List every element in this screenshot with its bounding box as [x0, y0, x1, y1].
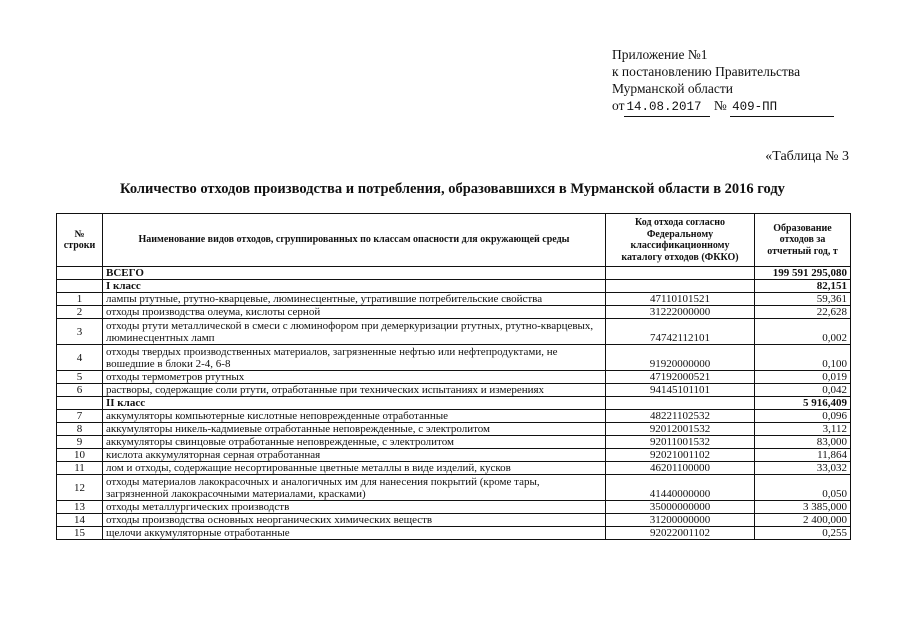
row-number: 4 [57, 345, 103, 371]
header-code: Код отхода согласно Федеральному классификационному каталогу отходов (ФККО) [606, 214, 755, 267]
row-number: 5 [57, 371, 103, 384]
waste-amount: 0,050 [755, 475, 851, 501]
waste-table [56, 213, 851, 540]
waste-name: II класс [103, 397, 606, 410]
page-title: Количество отходов производства и потребления, образовавшихся в Мурманской области в 2016 году [120, 181, 785, 197]
waste-code: 92021001102 [606, 449, 755, 462]
waste-amount: 33,032 [755, 462, 851, 475]
waste-amount: 22,628 [755, 306, 851, 319]
table-row [57, 384, 851, 397]
row-number: 7 [57, 410, 103, 423]
appendix-header [612, 46, 834, 117]
number-label: № [713, 98, 727, 113]
waste-name: отходы твердых производственных материалов, загрязненные нефтью или нефтепродуктами, не вошедшие в блоки 2-4, 6-8 [103, 345, 606, 371]
waste-code [606, 397, 755, 410]
row-number: 3 [57, 319, 103, 345]
resolution-date: 14.08.2017 [624, 99, 710, 117]
waste-code: 46201100000 [606, 462, 755, 475]
row-number: 9 [57, 436, 103, 449]
row-number [57, 280, 103, 293]
waste-name: лампы ртутные, ртутно-кварцевые, люминесцентные, утратившие потребительские свойства [103, 293, 606, 306]
table-header-row [57, 214, 851, 267]
table-row [57, 371, 851, 384]
table-row [57, 449, 851, 462]
waste-code: 94145101101 [606, 384, 755, 397]
waste-code: 91920000000 [606, 345, 755, 371]
waste-code: 31222000000 [606, 306, 755, 319]
table-row [57, 410, 851, 423]
waste-name: аккумуляторы свинцовые отработанные неповрежденные, с электролитом [103, 436, 606, 449]
waste-name: I класс [103, 280, 606, 293]
waste-code: 74742112101 [606, 319, 755, 345]
waste-name: отходы термометров ртутных [103, 371, 606, 384]
waste-code [606, 280, 755, 293]
waste-amount: 0,019 [755, 371, 851, 384]
waste-name: растворы, содержащие соли ртути, отработанные при технических испытаниях и измерениях [103, 384, 606, 397]
header-no: № строки [57, 214, 103, 267]
table-group-row [57, 280, 851, 293]
waste-name: отходы материалов лакокрасочных и аналогичных им для нанесения покрытий (кроме тары, загрязненной лакокрасочными материалами, красками) [103, 475, 606, 501]
waste-name: кислота аккумуляторная серная отработанная [103, 449, 606, 462]
waste-name: отходы производства олеума, кислоты серной [103, 306, 606, 319]
waste-amount: 0,042 [755, 384, 851, 397]
waste-amount: 83,000 [755, 436, 851, 449]
waste-code: 92011001532 [606, 436, 755, 449]
table-body [57, 267, 851, 540]
waste-name: аккумуляторы компьютерные кислотные неповрежденные отработанные [103, 410, 606, 423]
waste-amount: 0,002 [755, 319, 851, 345]
waste-amount: 199 591 295,080 [755, 267, 851, 280]
table-row [57, 462, 851, 475]
appendix-line-2: к постановлению Правительства [612, 64, 801, 79]
waste-code: 92012001532 [606, 423, 755, 436]
row-number: 13 [57, 501, 103, 514]
row-number [57, 397, 103, 410]
row-number: 2 [57, 306, 103, 319]
waste-amount: 3,112 [755, 423, 851, 436]
waste-amount: 59,361 [755, 293, 851, 306]
table-row [57, 306, 851, 319]
waste-name: отходы металлургических производств [103, 501, 606, 514]
waste-code: 35000000000 [606, 501, 755, 514]
waste-amount: 5 916,409 [755, 397, 851, 410]
waste-name: щелочи аккумуляторные отработанные [103, 527, 606, 540]
waste-code: 47192000521 [606, 371, 755, 384]
table-row [57, 514, 851, 527]
waste-amount: 0,096 [755, 410, 851, 423]
waste-code: 41440000000 [606, 475, 755, 501]
row-number: 11 [57, 462, 103, 475]
table-row [57, 345, 851, 371]
table-row [57, 475, 851, 501]
table-group-row [57, 267, 851, 280]
table-group-row [57, 397, 851, 410]
row-number [57, 267, 103, 280]
row-number: 10 [57, 449, 103, 462]
appendix-line-3: Мурманской области [612, 81, 733, 96]
appendix-line-4 [612, 97, 834, 117]
from-label: от [612, 98, 625, 113]
waste-amount: 2 400,000 [755, 514, 851, 527]
waste-amount: 11,864 [755, 449, 851, 462]
waste-amount: 0,100 [755, 345, 851, 371]
table-row [57, 436, 851, 449]
waste-name: отходы производства основных неорганических химических веществ [103, 514, 606, 527]
header-amount: Образование отходов за отчетный год, т [755, 214, 851, 267]
row-number: 6 [57, 384, 103, 397]
appendix-line-1: Приложение №1 [612, 47, 708, 62]
table-reference: «Таблица № 3 [765, 149, 849, 164]
table-row [57, 319, 851, 345]
waste-code [606, 267, 755, 280]
waste-name: аккумуляторы никель-кадмиевые отработанные неповрежденные, с электролитом [103, 423, 606, 436]
waste-amount: 3 385,000 [755, 501, 851, 514]
waste-code: 47110101521 [606, 293, 755, 306]
waste-code: 48221102532 [606, 410, 755, 423]
row-number: 1 [57, 293, 103, 306]
table-row [57, 423, 851, 436]
row-number: 14 [57, 514, 103, 527]
row-number: 12 [57, 475, 103, 501]
waste-code: 31200000000 [606, 514, 755, 527]
table-row [57, 501, 851, 514]
row-number: 15 [57, 527, 103, 540]
waste-name: отходы ртути металлической в смеси с люминофором при демеркуризации ртутных, ртутно-кварцевых, люминесцентных ламп [103, 319, 606, 345]
waste-name: ВСЕГО [103, 267, 606, 280]
row-number: 8 [57, 423, 103, 436]
header-name: Наименование видов отходов, сгруппированных по классам опасности для окружающей среды [103, 214, 606, 267]
table-row [57, 293, 851, 306]
waste-amount: 82,151 [755, 280, 851, 293]
resolution-number: 409-ПП [730, 99, 834, 117]
waste-name: лом и отходы, содержащие несортированные цветные металлы в виде изделий, кусков [103, 462, 606, 475]
table-row [57, 527, 851, 540]
waste-amount: 0,255 [755, 527, 851, 540]
waste-code: 92022001102 [606, 527, 755, 540]
